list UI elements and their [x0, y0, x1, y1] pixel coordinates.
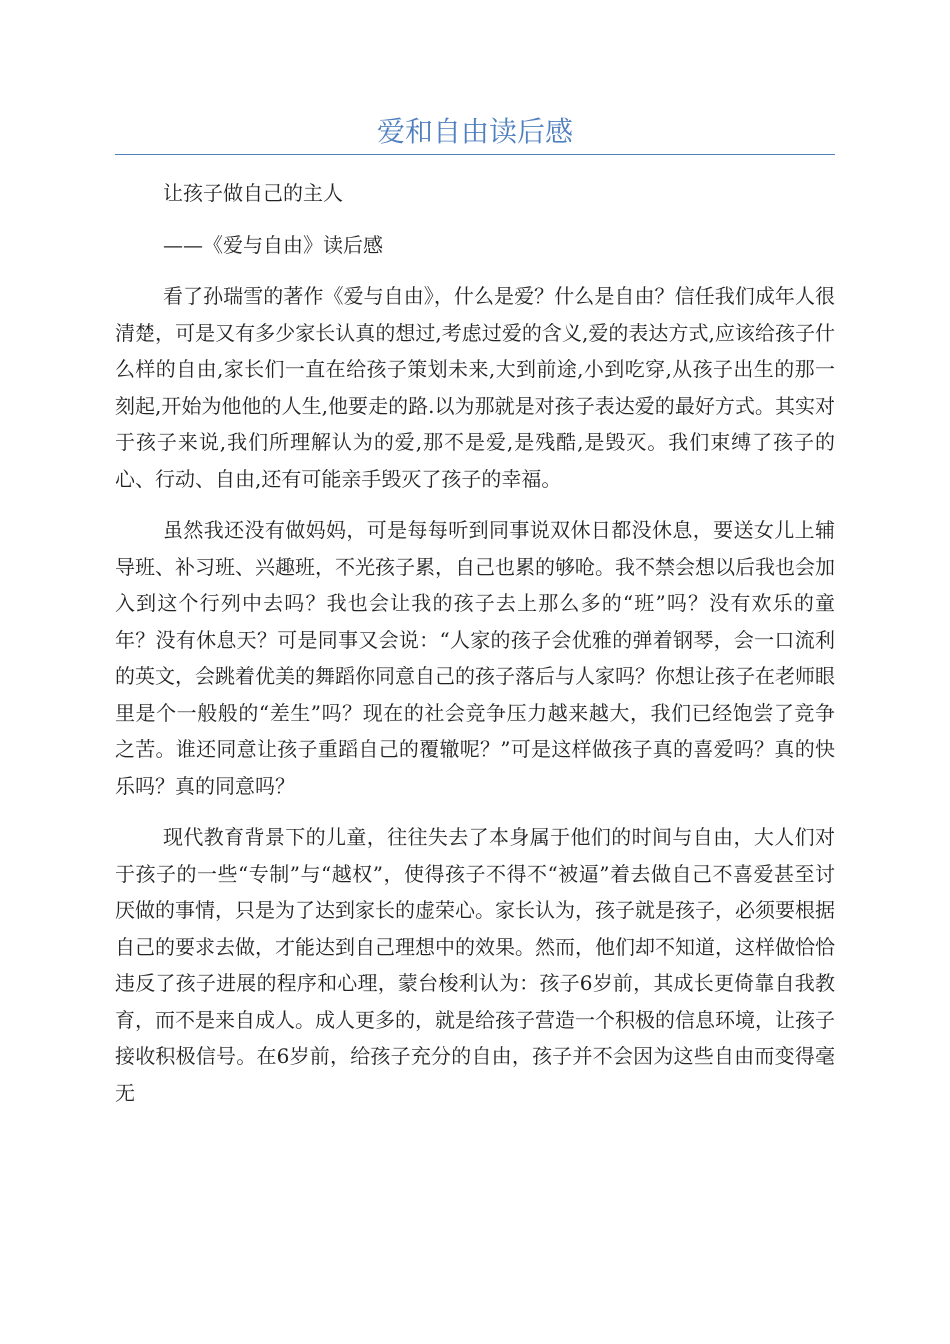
document-body [115, 175, 835, 1126]
body-paragraph-3: 现代教育背景下的儿童，往往失去了本身属于他们的时间与自由，大人们对于孩子的一些“专制”与“越权”，使得孩子不得不“被逼”着去做自己不喜爱甚至讨厌做的事情，只是为了达到家长的虚荣心。家长认为，孩子就是孩子，必须要根据自己的要求去做，才能达到自己理想中的效果。然而，他们却不知道，这样做恰恰违反了孩子进展的程序和心理，蒙台梭利认为：孩子6岁前，其成长更倚靠自我教育，而不是来自成人。成人更多的，就是给孩子营造一个积极的信息环境，让孩子接收积极信号。在6岁前，给孩子充分的自由，孩子并不会因为这些自由而变得毫无 [115, 825, 835, 1105]
body-paragraph-1: 看了孙瑞雪的著作《爱与自由》，什么是爱？什么是自由？信任我们成年人很清楚，可是又有多少家长认真的想过,考虑过爱的含义,爱的表达方式,应该给孩子什么样的自由,家长们一直在给孩子策划未来,大到前途,小到吃穿,从孩子出生的那一刻起,开始为他他的人生,他要走的路.以为那就是对孩子表达爱的最好方式。其实对于孩子来说,我们所理解认为的爱,那不是爱,是残酷,是毁灭。我们束缚了孩子的心、行动、自由,还有可能亲手毁灭了孩子的幸福。 [115, 284, 835, 491]
body-paragraph-2: 虽然我还没有做妈妈，可是每每听到同事说双休日都没休息，要送女儿上辅导班、补习班、兴趣班，不光孩子累，自己也累的够呛。我不禁会想以后我也会加入到这个行列中去吗？我也会让我的孩子去上那么多的“班”吗？没有欢乐的童年？没有休息天？可是同事又会说：“人家的孩子会优雅的弹着钢琴，会一口流利的英文，会跳着优美的舞蹈你同意自己的孩子落后与人家吗？你想让孩子在老师眼里是个一般般的“差生”吗？现在的社会竞争压力越来越大，我们已经饱尝了竞争之苦。谁还同意让孩子重蹈自己的覆辙呢？”可是这样做孩子真的喜爱吗？真的快乐吗？真的同意吗？ [115, 518, 835, 798]
title-underline [115, 154, 835, 155]
subtitle-line: 让孩子做自己的主人 [163, 181, 343, 205]
document-title: 爱和自由读后感 [376, 115, 573, 148]
subtitle-book-line: ——《爱与自由》读后感 [163, 232, 383, 257]
